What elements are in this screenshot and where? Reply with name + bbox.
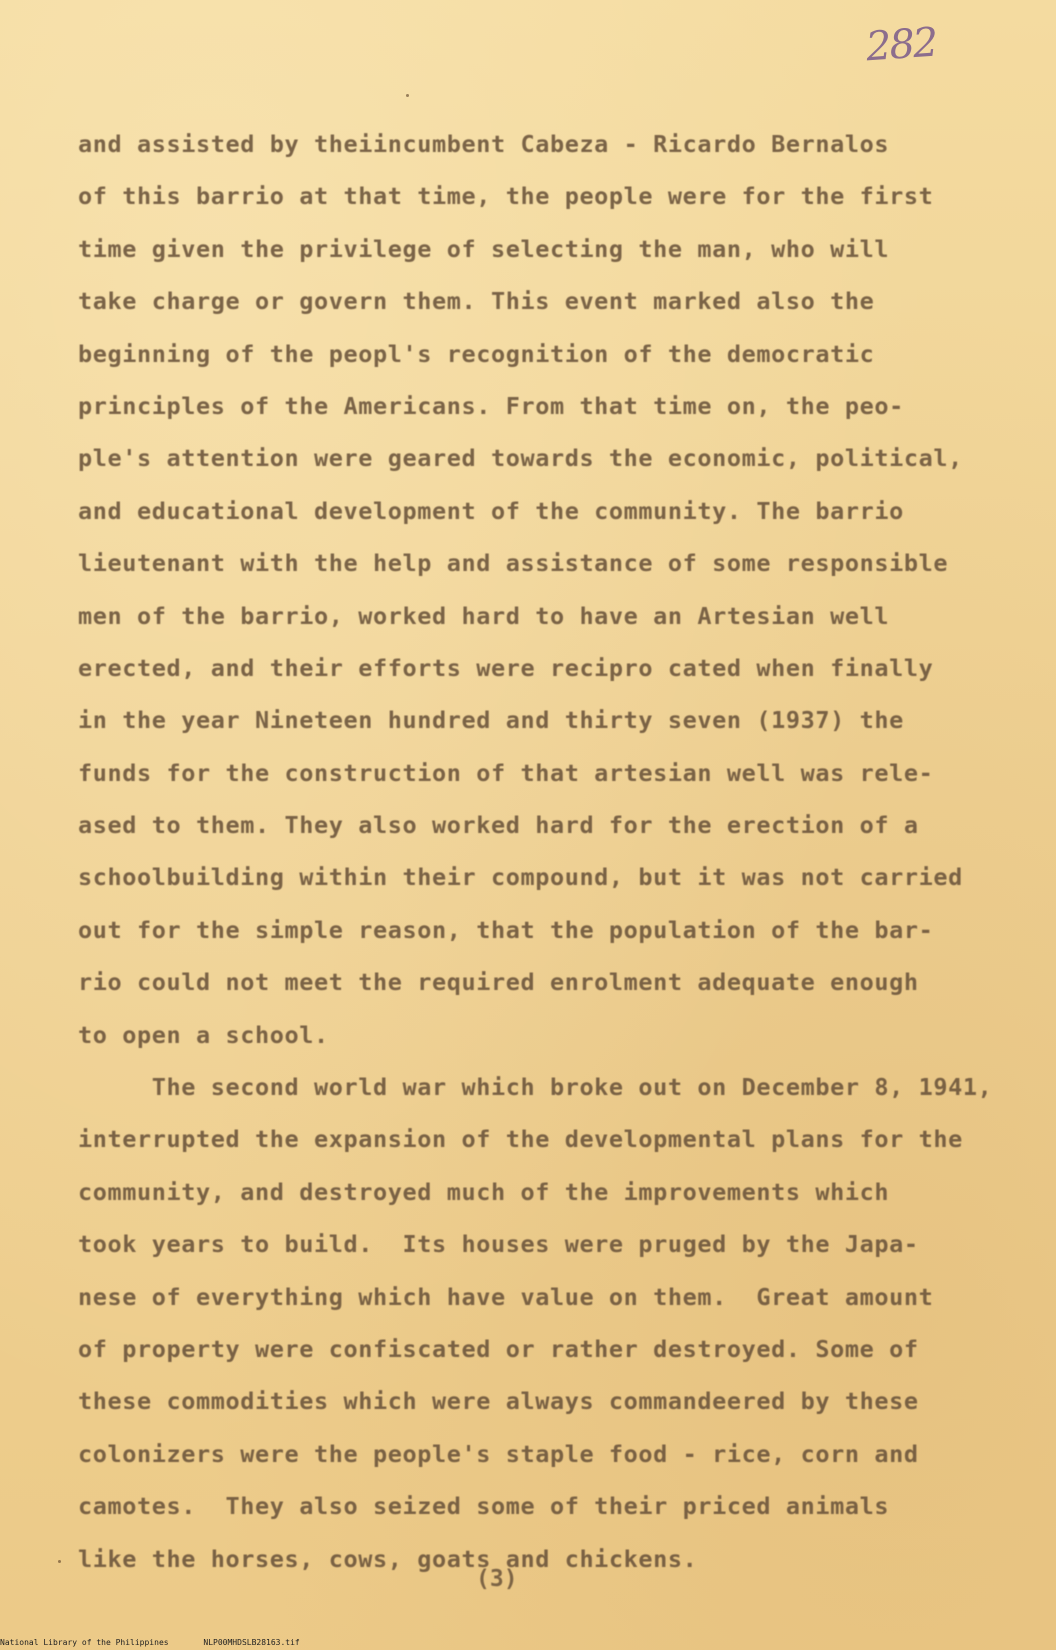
text-line: out for the simple reason, that the population of the bar- (78, 915, 934, 944)
text-line: these commodities which were always commandeered by these (78, 1387, 919, 1416)
text-line: to open a school. (78, 1020, 329, 1049)
file-id: NLP00MHDSLB28163.tif (203, 1638, 300, 1647)
text-line: take charge or govern them. This event marked also the (78, 287, 875, 316)
handwritten-page-number: 282 (864, 19, 938, 71)
text-line: like the horses, cows, goats and chickens. (78, 1544, 698, 1573)
text-line: funds for the construction of that artesian well was rele- (78, 758, 934, 787)
text-line: colonizers were the people's staple food - rice, corn and (78, 1439, 919, 1468)
printed-page-number: (3) (476, 1566, 518, 1592)
text-line: in the year Nineteen hundred and thirty seven (1937) the (78, 706, 904, 735)
text-line: community, and destroyed much of the improvements which (78, 1177, 890, 1206)
text-line: rio could not meet the required enrolment adequate enough (78, 968, 919, 997)
text-line: ple's attention were geared towards the economic, political, (78, 444, 963, 473)
text-line: interrupted the expansion of the developmental plans for the (78, 1125, 963, 1154)
scan-caption (0, 1636, 1056, 1650)
text-line: took years to build. Its houses were pruged by the Japa- (78, 1230, 919, 1259)
text-line: lieutenant with the help and assistance of some responsible (78, 549, 949, 578)
text-line: of this barrio at that time, the people were for the first (78, 182, 934, 211)
text-line: of property were confiscated or rather destroyed. Some of (78, 1334, 919, 1363)
library-name: National Library of the Philippines (0, 1638, 169, 1647)
text-line: men of the barrio, worked hard to have an Artesian well (78, 601, 890, 630)
text-line: The second world war which broke out on December 8, 1941, (78, 1073, 993, 1102)
text-line: beginning of the peopl's recognition of the democratic (78, 339, 875, 368)
text-line: and educational development of the community. The barrio (78, 496, 904, 525)
text-line: principles of the Americans. From that time on, the peo- (78, 391, 904, 420)
text-line: ased to them. They also worked hard for the erection of a (78, 811, 919, 840)
text-line: time given the privilege of selecting the man, who will (78, 234, 890, 263)
document-body (78, 118, 1038, 1585)
text-line: schoolbuilding within their compound, but it was not carried (78, 863, 963, 892)
paper-speck (58, 1560, 61, 1563)
text-line: nese of everything which have value on them. Great amount (78, 1282, 934, 1311)
text-line: camotes. They also seized some of their priced animals (78, 1492, 890, 1521)
text-line: and assisted by theiincumbent Cabeza - Ricardo Bernalos (78, 130, 890, 158)
text-line: erected, and their efforts were recipro cated when finally (78, 653, 934, 682)
paper-speck (406, 94, 409, 97)
